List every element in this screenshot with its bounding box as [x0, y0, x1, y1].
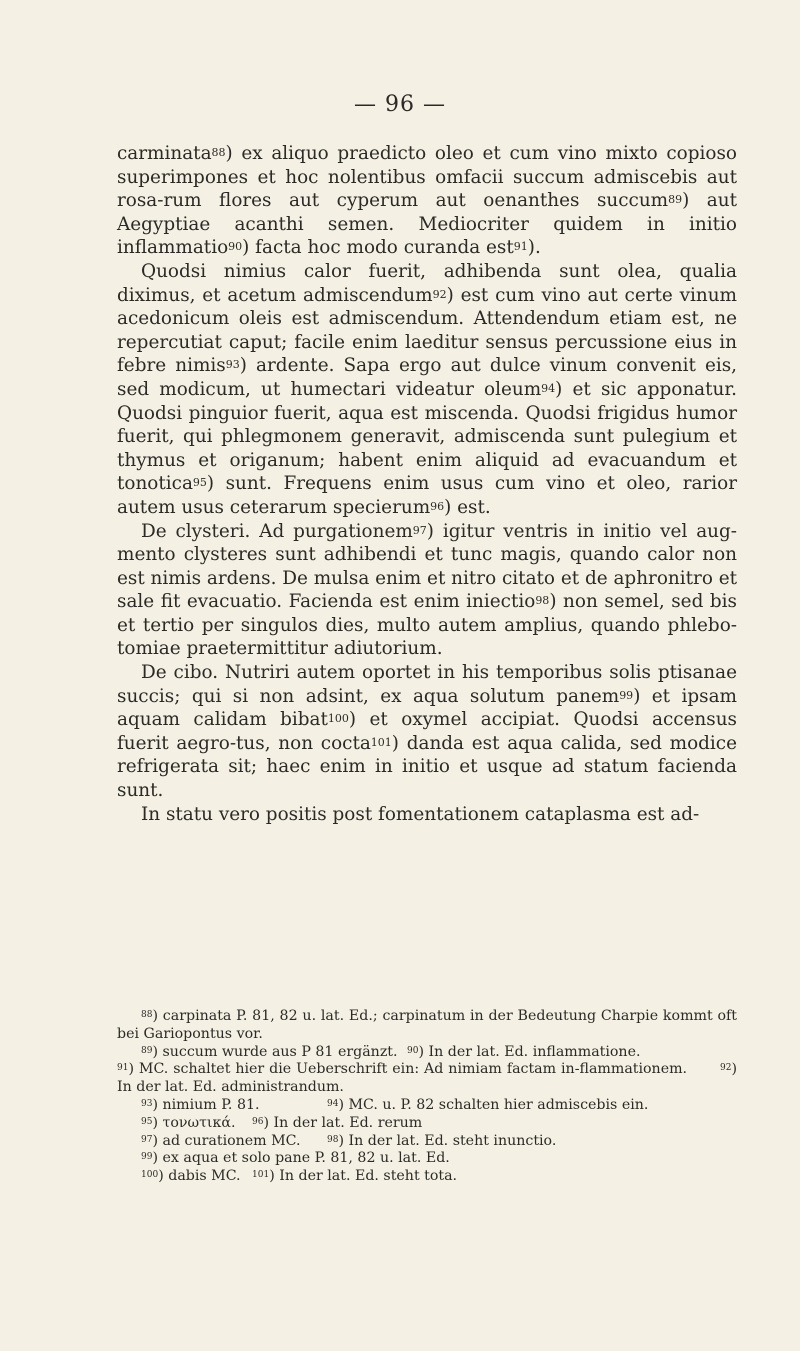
footnote-ref: 88 [141, 1010, 153, 1020]
footnote-ref: 90 [228, 240, 243, 254]
footnote-ref: 91 [117, 1063, 129, 1074]
footnote-ref: 92 [432, 287, 447, 301]
footnote-row [117, 1133, 737, 1151]
footnote-ref: 95 [141, 1116, 153, 1127]
footnote-ref: 89 [141, 1045, 153, 1056]
footnote-row [117, 1097, 737, 1115]
footnote-ref: 99 [141, 1152, 153, 1163]
footnote-ref: 98 [327, 1134, 339, 1145]
footnote: $^{99}$) ex aqua et solo pane P. 81, 82 u. lat. Ed. [141, 1150, 450, 1167]
footnote-ref: 100 [141, 1170, 159, 1181]
footnote: $^{89}$) succum wurde aus P 81 ergänzt. [141, 1043, 398, 1060]
paragraph: carminata$^{88}$) ex aliquo praedicto oleo et cum vino mixto copioso superimpones et hoc nolentibus omfacii succum admiscebis aut rosa-rum flores aut cyperum aut oenanthes succum$^{89}$) aut Aegyptiae acanthi semen. Mediocriter quidem in initio inflammatio$^{90}$) facta hoc modo curanda est$^{91}$). [117, 143, 737, 259]
footnote-ref: 91 [513, 240, 528, 254]
footnote-ref: 100 [327, 712, 349, 726]
footnote-ref: 96 [430, 499, 445, 513]
footnote: $^{88}$) carpinata P. 81, 82 u. lat. Ed.; carpinatum in der Bedeutung Charpie kommt oft bei Gariopontus vor. [117, 1008, 737, 1042]
footnote-ref: 92 [720, 1063, 732, 1074]
paragraph: De cibo. Nutriri autem oportet in his temporibus solis ptisanae succis; qui si non adsint, ex aqua solutum panem$^{99}$) et ipsam aquam calidam bibat$^{100}$) et oxymel accipiat. Quodsi accensus fuerit aegro-tus, non cocta$^{101}$) danda est aqua calida, sed modice refrigerata sit; haec enim in initio et usque ad statum facienda sunt. [117, 662, 737, 802]
footnote-row [117, 1044, 737, 1062]
footnote: $^{97}$) ad curationem MC. [141, 1132, 301, 1149]
footnote: $^{92}$) In der lat. Ed. administrandum. [117, 1061, 737, 1096]
paragraph: De clysteri. Ad purgationem$^{97}$) igitur ventris in initio vel aug-mento clysteres sunt adhibendi et tunc magis, quando calor non est nimis ardens. De mulsa enim et nitro citato et de aphronitro et sale fit evacuatio. Facienda est enim iniectio$^{98}$) non semel, sed bis et tertio per singulos dies, multo autem amplius, quando phlebo-tomiae praetermittitur adiutorium. [117, 520, 738, 660]
footnote-ref: 93 [225, 358, 240, 372]
footnote-row [117, 1168, 737, 1186]
footnote-ref: 94 [541, 381, 556, 395]
paragraph: In statu vero positis post fomentationem cataplasma est ad- [141, 803, 700, 825]
footnote: $^{91}$) MC. schaltet hier die Ueberschrift ein: Ad nimiam factam in-flammationem. [117, 1061, 688, 1078]
footnote: $^{100}$) dabis MC. [141, 1168, 241, 1185]
footnote: $^{93}$) nimium P. 81. [141, 1096, 260, 1113]
footnote: $^{94}$) MC. u. P. 82 schalten hier admiscebis ein. [327, 1096, 649, 1113]
footnote-ref: 97 [412, 523, 427, 537]
footnote: $^{95}$) τονωτικά. [141, 1114, 236, 1131]
footnotes [117, 1008, 737, 1186]
footnote-ref: 96 [252, 1116, 264, 1127]
footnote-ref: 89 [668, 193, 683, 207]
footnote-row [117, 1115, 737, 1133]
main-text [117, 142, 737, 826]
footnote-ref: 93 [141, 1098, 153, 1109]
footnote-ref: 101 [252, 1170, 270, 1181]
footnote: $^{90}$) In der lat. Ed. inflammatione. [407, 1043, 641, 1060]
footnote-ref: 90 [407, 1045, 419, 1056]
footnote: $^{98}$) In der lat. Ed. steht inunctio. [327, 1132, 557, 1149]
footnote: $^{96}$) In der lat. Ed. rerum [252, 1114, 423, 1131]
footnote-ref: 97 [141, 1134, 153, 1145]
footnote-ref: 99 [619, 688, 634, 702]
footnote-ref: 95 [192, 476, 207, 490]
footnote: $^{101}$) In der lat. Ed. steht tota. [252, 1168, 458, 1185]
footnote-ref: 88 [211, 146, 226, 159]
footnote-ref: 101 [370, 735, 392, 749]
footnote-row [117, 1150, 737, 1168]
paragraph: Quodsi nimius calor fuerit, adhibenda sunt olea, qualia diximus, et acetum admiscendum$^{92}$) est cum vino aut certe vinum acedonicum oleis est admiscendum. Attendendum etiam est, ne repercutiat caput; facile enim laeditur sensus percussione eius in febre nimis$^{93}$) ardente. Sapa ergo aut dulce vinum convenit eis, sed modicum, ut humectari videatur oleum$^{94}$) et sic apponatur. Quodsi pinguior fuerit, aqua est miscenda. Quodsi frigidus humor fuerit, qui phlegmonem generavit, admiscenda sunt pulegium et thymus et origanum; habent enim aliquid ad evacuandum et tonotica$^{95}$) sunt. Frequens enim usus cum vino et oleo, rarior autem usus ceterarum specierum$^{96}$) est. [117, 260, 738, 518]
footnote-ref: 94 [327, 1098, 339, 1109]
footnote-ref: 98 [535, 594, 550, 608]
page-number: — 96 — [354, 92, 446, 117]
